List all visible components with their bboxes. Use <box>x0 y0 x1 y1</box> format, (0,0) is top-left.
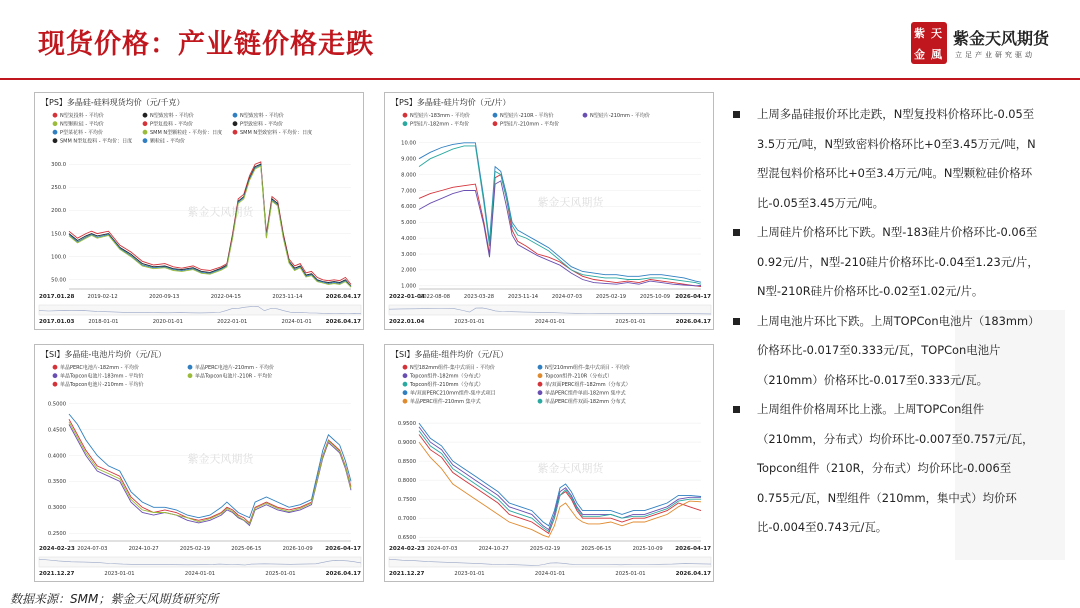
legend-label: N型硅片-210mm - 平均价 <box>590 113 650 119</box>
navigator-tick-label: 2022.01.04 <box>389 319 425 325</box>
y-tick-label: 5.000 <box>401 220 416 227</box>
series-line <box>69 165 351 287</box>
y-tick-label: 8.000 <box>401 172 416 179</box>
title-divider <box>0 78 1080 80</box>
commentary-text: 上周电池片环比下跌。上周TOPCon电池片（183mm）价格环比-0.017至0.333元/瓦，TOPCon电池片（210mm）价格环比-0.017至0.333元/瓦。 <box>757 313 1040 387</box>
navigator-tick-label: 2021.12.27 <box>389 571 425 577</box>
x-tick-label: 2024-07-03 <box>551 294 583 300</box>
x-tick-label: 2024-07-03 <box>77 546 108 552</box>
chart-panel-polysilicon <box>34 92 364 330</box>
commentary-item <box>733 100 1041 218</box>
y-tick-label: 0.7000 <box>397 515 416 522</box>
legend-marker <box>403 390 408 395</box>
y-tick-label: 0.2500 <box>47 531 66 538</box>
legend-marker <box>538 399 543 404</box>
x-tick-label: 2026-04-17 <box>675 546 711 552</box>
x-tick-label: 2026-10-09 <box>282 546 313 552</box>
x-tick-label: 2026-04-17 <box>675 294 711 300</box>
legend-marker <box>53 365 58 370</box>
legend-marker <box>493 121 498 126</box>
y-tick-label: 100.0 <box>51 254 66 261</box>
x-tick-label: 2026.04.17 <box>325 294 361 300</box>
y-tick-label: 250.0 <box>51 185 66 192</box>
y-tick-label: 0.6500 <box>397 534 416 541</box>
legend-label: Topcon组件-182mm（分布式） <box>410 373 484 380</box>
legend-label: N型致密料 - 平均价 <box>150 113 194 119</box>
navigator-tick-label: 2025-01-01 <box>615 571 646 577</box>
y-tick-label: 9.000 <box>401 156 416 163</box>
commentary-item <box>733 395 1041 543</box>
navigator-bar <box>39 305 361 315</box>
chart-panel-cell <box>34 344 364 582</box>
y-tick-label: 200.0 <box>51 208 66 215</box>
legend-label: Topcon组件-210mm（分布式） <box>410 382 484 388</box>
legend-label: N型182mm组件-集中式项目 - 平均价 <box>410 365 495 371</box>
y-tick-label: 2.000 <box>401 267 416 274</box>
legend-marker <box>233 130 238 135</box>
legend-marker <box>403 399 408 404</box>
y-tick-label: 1.000 <box>401 283 416 290</box>
legend-marker <box>493 113 498 118</box>
legend-label: 单晶PERC组件单面-182mm 集中式 <box>545 390 626 397</box>
legend-label: N型硅片-183mm - 平均价 <box>410 113 470 119</box>
x-tick-label: 2017.01.28 <box>39 294 75 300</box>
y-tick-label: 50.00 <box>51 277 66 284</box>
series-line <box>69 422 351 524</box>
chart-panel-wafer <box>384 92 714 330</box>
legend-label: N型硅片-210R - 平均价 <box>500 113 554 119</box>
y-tick-label: 0.4500 <box>47 427 66 434</box>
commentary-item <box>733 307 1041 396</box>
legend-label: 单/双面PERC组件-182mm（分布式） <box>545 382 631 388</box>
commentary-text: 上周硅片价格环比下跌。N型-183硅片价格环比-0.06至0.92元/片，N型-210硅片价格环比-0.04至1.23元/片，N型-210R硅片价格环比-0.02至1.02元/片。 <box>757 225 1039 298</box>
x-tick-label: 2024-02-23 <box>39 546 75 552</box>
bullet-square-icon <box>733 111 740 118</box>
legend-marker <box>538 373 543 378</box>
watermark-text: 紫金天风期货 <box>537 461 604 475</box>
legend-marker <box>403 121 408 126</box>
legend-marker <box>233 121 238 126</box>
navigator-tick-label: 2026.04.17 <box>675 571 711 577</box>
navigator-tick-label: 2017.01.03 <box>39 319 75 325</box>
x-tick-label: 2022-01-04 <box>389 294 425 300</box>
navigator-tick-label: 2025-01-01 <box>265 571 296 577</box>
chart-title: 【PS】多晶硅-硅片均价（元/片） <box>391 98 511 107</box>
legend-marker <box>538 390 543 395</box>
legend-label: N型复投料 - 平均价 <box>60 113 104 119</box>
legend-marker <box>53 113 58 118</box>
legend-marker <box>53 121 58 126</box>
watermark-text: 紫金天风期货 <box>537 195 604 209</box>
y-tick-label: 4.000 <box>401 235 416 242</box>
commentary-text: 上周多晶硅报价环比走跌，N型复投料价格环比-0.05至3.5万元/吨，N型致密料价格环比+0至3.45万元/吨，N型混包料价格环比+0至3.4万元/吨。N型颗粒硅价格环比-0.05至3.45万元/吨。 <box>757 107 1036 210</box>
legend-marker <box>403 382 408 387</box>
series-line <box>419 435 701 534</box>
chart-panel-module <box>384 344 714 582</box>
y-tick-label: 0.7500 <box>397 496 416 503</box>
x-tick-label: 2022-04-15 <box>210 294 241 300</box>
legend-label: SMM N型颗粒硅 - 平均价：日度 <box>150 130 223 136</box>
x-tick-label: 2025-02-19 <box>179 546 211 552</box>
y-tick-label: 0.4000 <box>47 453 66 460</box>
legend-marker <box>53 130 58 135</box>
x-tick-label: 2023-11-14 <box>507 294 539 300</box>
legend-label: P型致密料 - 平均价 <box>240 121 283 128</box>
legend-label: 单晶PERC电池片-182mm - 平均价 <box>60 365 139 371</box>
legend-marker <box>53 382 58 387</box>
y-tick-label: 300.0 <box>51 162 66 169</box>
navigator-tick-label: 2020-01-01 <box>152 319 183 325</box>
navigator-tick-label: 2024-01-01 <box>184 571 216 577</box>
series-line <box>419 146 701 284</box>
legend-label: 单晶PERC组件双面-182mm 分布式 <box>545 399 626 405</box>
x-tick-label: 2024-07-03 <box>427 546 458 552</box>
series-line <box>69 162 351 285</box>
y-tick-label: 150.0 <box>51 231 66 238</box>
legend-marker <box>143 121 148 126</box>
legend-label: 颗粒硅 - 平均价 <box>150 138 185 145</box>
x-tick-label: 2019-02-12 <box>87 294 118 300</box>
navigator-tick-label: 2024-01-01 <box>534 571 566 577</box>
x-tick-label: 2025-10-09 <box>632 546 663 552</box>
y-tick-label: 0.9500 <box>397 420 416 427</box>
y-tick-label: 3.000 <box>401 251 416 258</box>
legend-label: P型硅片-210mm - 平均价 <box>500 121 560 128</box>
x-tick-label: 2024-10-27 <box>478 546 509 552</box>
navigator-tick-label: 2026.04.17 <box>325 319 361 325</box>
legend-marker <box>188 365 193 370</box>
legend-label: SMM N型致密料 - 平均价：日度 <box>240 130 313 136</box>
navigator-tick-label: 2023-01-01 <box>454 319 485 325</box>
legend-label: 单晶Topcon电池片-183mm - 平均价 <box>60 373 144 380</box>
navigator-tick-label: 2023-01-01 <box>104 571 135 577</box>
chart-title: 【SI】多晶硅-电池片均价（元/瓦） <box>41 350 167 359</box>
y-tick-label: 0.8500 <box>397 458 416 465</box>
commentary-item <box>733 218 1041 307</box>
bullet-square-icon <box>733 318 740 325</box>
x-tick-label: 2022-08-08 <box>419 294 451 300</box>
chart-polysilicon <box>35 93 364 330</box>
bullet-square-icon <box>733 406 740 413</box>
navigator-tick-label: 2026.04.17 <box>325 571 361 577</box>
legend-marker <box>53 138 58 143</box>
y-tick-label: 6.000 <box>401 204 416 211</box>
navigator-tick-label: 2024-01-01 <box>281 319 312 325</box>
chart-cell <box>35 345 364 582</box>
series-line <box>419 431 701 532</box>
legend-marker <box>143 130 148 135</box>
legend-marker <box>53 373 58 378</box>
page-title: 现货价格：产业链价格走跌 <box>38 29 374 60</box>
legend-marker <box>538 382 543 387</box>
legend-label: Topcon组件-210R（分布式） <box>545 373 613 380</box>
legend-label: N型致密料 - 平均价 <box>240 113 284 119</box>
legend-label: 单晶Topcon电池片-210mm - 平均价 <box>60 382 144 388</box>
seal-icon: 紫 天 金 風 <box>911 22 947 64</box>
chart-title: 【PS】多晶硅-硅料现货均价（元/千克） <box>41 98 185 107</box>
bullet-square-icon <box>733 229 740 236</box>
company-logo <box>911 22 1061 70</box>
legend-marker <box>403 365 408 370</box>
navigator-tick-label: 2024-01-01 <box>534 319 566 325</box>
x-tick-label: 2023-11-14 <box>272 294 303 300</box>
chart-title: 【SI】多晶硅-组件均价（元/瓦） <box>391 350 509 359</box>
x-tick-label: 2020-09-13 <box>149 294 180 300</box>
legend-marker <box>403 373 408 378</box>
x-tick-label: 2025-02-19 <box>595 294 627 300</box>
y-tick-label: 0.3000 <box>47 505 66 512</box>
company-slogan: 立足产业研究驱动 <box>955 51 1035 59</box>
x-tick-label: 2025-02-19 <box>529 546 561 552</box>
legend-label: SMM N型复投料 - 平均价：日度 <box>60 138 133 145</box>
chart-wafer <box>385 93 714 330</box>
y-tick-label: 0.9000 <box>397 439 416 446</box>
legend-marker <box>188 373 193 378</box>
series-line <box>69 166 351 287</box>
legend-marker <box>538 365 543 370</box>
commentary-list <box>733 100 1041 543</box>
navigator-tick-label: 2021.12.27 <box>39 571 75 577</box>
x-tick-label: 2025-06-15 <box>581 546 612 552</box>
legend-marker <box>583 113 588 118</box>
commentary-text: 上周组件价格周环比上涨。上周TOPCon组件（210mm，分布式）均价环比-0.007至0.757元/瓦，Topcon组件（210R，分布式）均价环比-0.006至0.755元/瓦，N型组件（210mm，集中式）均价环比-0.004至0.743元/瓦。 <box>757 402 1034 534</box>
legend-marker <box>143 113 148 118</box>
legend-label: N型210mm组件-集中式项目 - 平均价 <box>545 365 630 371</box>
legend-marker <box>143 138 148 143</box>
data-source: 数据来源：SMM；紫金天风期货研究所 <box>10 592 219 606</box>
watermark-text: 紫金天风期货 <box>187 452 254 466</box>
legend-label: 单晶PERC组件-210mm 集中式 <box>410 399 481 405</box>
x-tick-label: 2026-04-17 <box>325 546 361 552</box>
navigator-tick-label: 2022-01-01 <box>217 319 248 325</box>
x-tick-label: 2025-10-09 <box>639 294 671 300</box>
company-name: 紫金天风期货 <box>953 29 1050 48</box>
legend-label: P型复投料 - 平均价 <box>150 121 193 128</box>
legend-marker <box>233 113 238 118</box>
x-tick-label: 2025-06-15 <box>231 546 262 552</box>
legend-marker <box>403 113 408 118</box>
legend-label: P型硅片-182mm - 平均价 <box>410 121 470 128</box>
y-tick-label: 10.00 <box>401 140 416 147</box>
legend-label: P型菜花料 - 平均价 <box>60 130 103 136</box>
legend-label: 单晶PERC电池片-210mm - 平均价 <box>195 365 274 371</box>
y-tick-label: 0.5000 <box>47 401 66 408</box>
legend-label: N型颗粒硅 - 平均价 <box>60 121 104 128</box>
navigator-tick-label: 2018-01-01 <box>88 319 119 325</box>
y-tick-label: 0.8000 <box>397 477 416 484</box>
watermark-text: 紫金天风期货 <box>187 205 254 219</box>
series-line <box>419 143 701 282</box>
legend-label: 单晶Topcon电池片-210R - 平均价 <box>195 373 273 380</box>
x-tick-label: 2024-02-23 <box>389 546 425 552</box>
y-tick-label: 7.000 <box>401 188 416 195</box>
legend-label: 单/双面PERC210mm组件-集中式项目 <box>410 390 496 397</box>
chart-module <box>385 345 714 582</box>
navigator-tick-label: 2025-01-01 <box>615 319 646 325</box>
x-tick-label: 2024-10-27 <box>128 546 159 552</box>
navigator-tick-label: 2023-01-01 <box>454 571 485 577</box>
series-line <box>69 164 351 286</box>
navigator-tick-label: 2026.04.17 <box>675 319 711 325</box>
x-tick-label: 2023-03-28 <box>463 294 495 300</box>
y-tick-label: 0.3500 <box>47 479 66 486</box>
